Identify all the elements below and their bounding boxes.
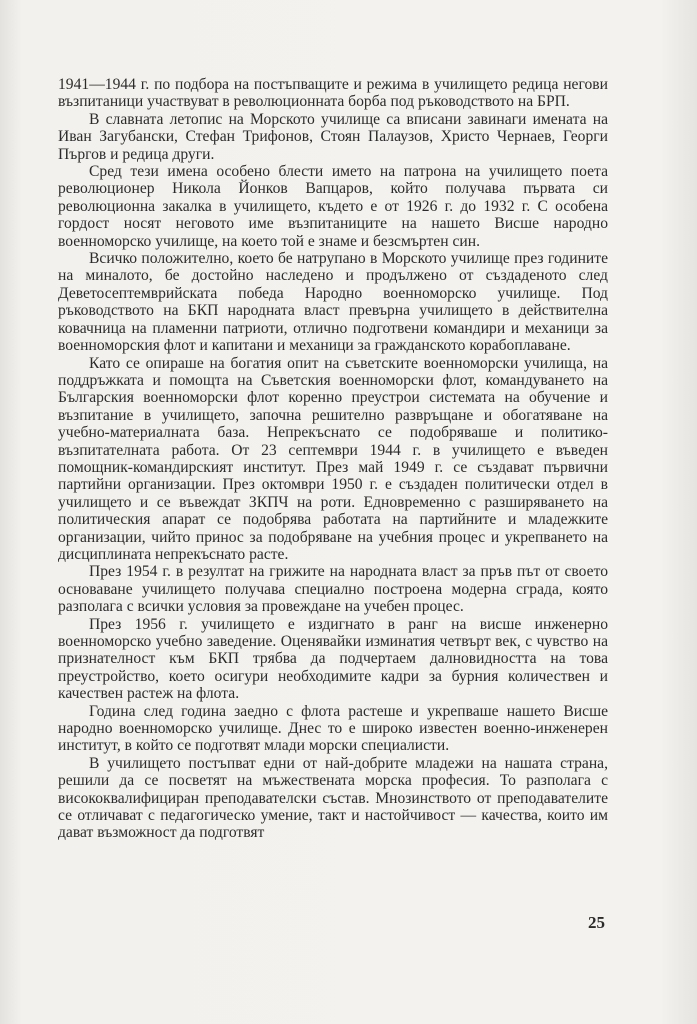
paragraph-3: Сред тези имена особено блести името на патрона на училището поета революционер Никола Йонков Вапцаров, който получава първата си революционна закалка в училището, където е от 1926 г. до 1932 г. С особена гордост носят неговото име възпитаниците на нашето Висше народно военноморско училище, на което той е знаме и безсмъртен син.: [58, 163, 608, 250]
page-number: 25: [588, 913, 605, 932]
paragraph-1: 1941—1944 г. по подбора на постъпващите и режима в училището редица негови възпитаници участвуват в революционната борба под ръководството на БРП.: [58, 76, 608, 111]
paragraph-8: Година след година заедно с флота растеше и укрепваше нашето Висше народно военноморско училище. Днес то е широко известен военно-инженерен институт, в който се подготвят млади морски специалисти.: [58, 702, 608, 755]
paragraph-4: Всичко положително, което бе натрупано в Морското училище през годините на миналото, бе достойно наследено и продължено от създаденото след Деветосептемврийската победа Народно военноморско училище. Под ръководството на БКП народната власт превърна училището в действителна ковачница на пламенни патриоти, отлично подготвени командири и механици за военноморския флот и капитани и механици за гражданското корабоплаване.: [58, 250, 608, 355]
body-text: [58, 76, 608, 842]
paragraph-2: В славната летопис на Морското училище са вписани завинаги имената на Иван Загубански, Стефан Трифонов, Стоян Палаузов, Христо Чернаев, Георги Пъргов и редица други.: [58, 110, 608, 163]
paragraph-9: В училището постъпват едни от най-добрите младежи на нашата страна, решили да се посветят на мъжествената морска професия. То разполага с висококвалифициран преподавателски състав. Мнозинството от преподавателите се отличават с педагогическо умение, такт и настойчивост — качества, които им дават възможност да подготвят: [58, 754, 608, 842]
paragraph-6: През 1954 г. в резултат на грижите на народната власт за пръв път от своето основаване училището получава специално построена модерна сграда, която разполага с всички условия за провеждане на учебен процес.: [58, 563, 608, 616]
paragraph-5: Като се опираше на богатия опит на съветските военноморски училища, на поддръжката и помощта на Съветския военноморски флот, командуването на Българския военноморски флот коренно преустрои системата на обучение и възпитание в училището, започна решително развръщане и обогатяване на учебно-материалната база. Непрекъснато се подобряваше и политико-възпитателната работа. От 23 септември 1944 г. в училището е въведен помощник-командирският институт. През май 1949 г. се създават първични партийни организации. През октомври 1950 г. е създаден политически отдел в училището и се въвеждат ЗКПЧ на роти. Едновременно с разширяването на политическия апарат се подобрява работата на партийните и младежките организации, чийто принос за подобряване на учебния процес и укрепването на дисциплината непрекъснато расте.: [58, 354, 608, 563]
paragraph-7: През 1956 г. училището е издигнато в ранг на висше инженерно военноморско учебно заведение. Оценявайки изминатия четвърт век, с чувство на признателност към БКП трябва да подчертаем далновидността на това преустройство, което осигури необходимите кадри за бурния количествен и качествен растеж на флота.: [58, 615, 608, 703]
